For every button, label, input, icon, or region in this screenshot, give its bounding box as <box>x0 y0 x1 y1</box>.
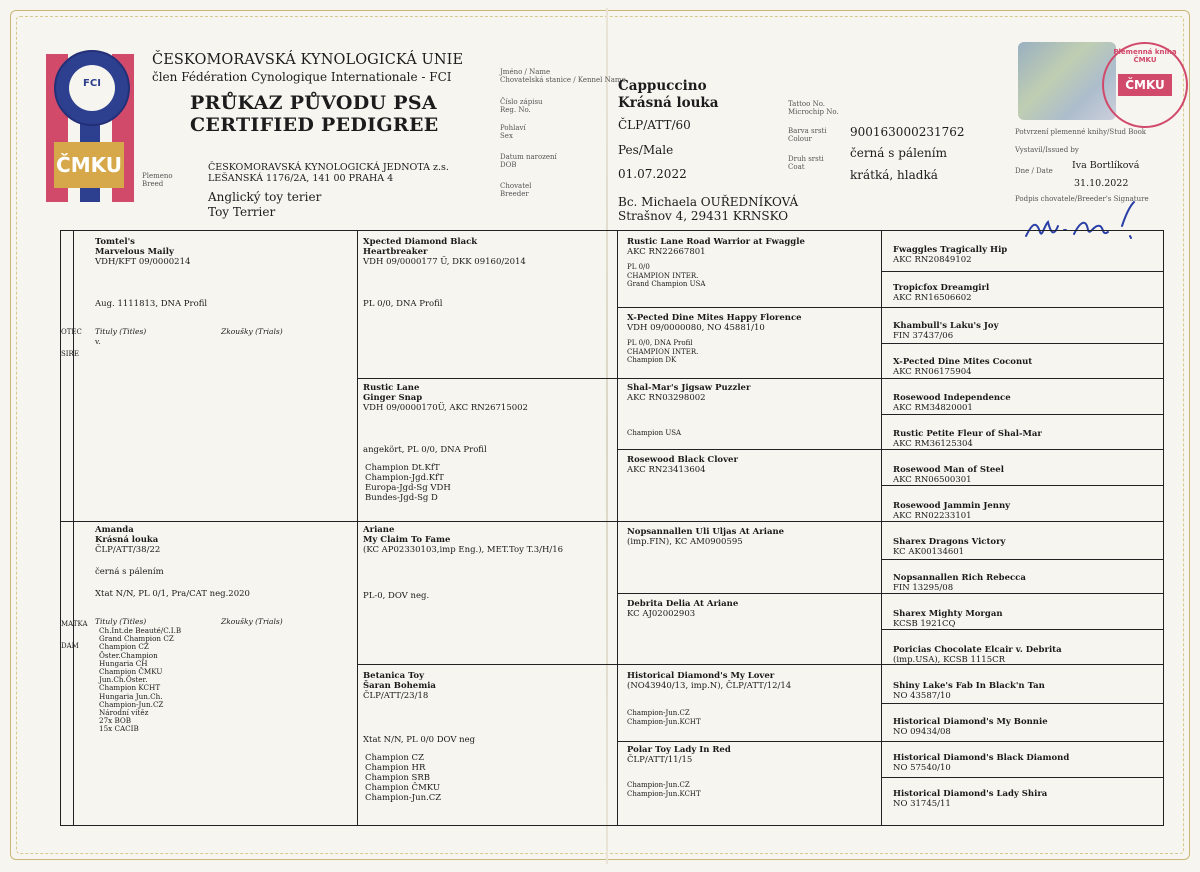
gggp-reg: NO 31745/11 <box>893 799 951 809</box>
dam-name2: Krásná louka <box>95 535 159 545</box>
ggp-cell <box>627 671 877 726</box>
divider <box>881 629 1163 630</box>
issue-date: 31.10.2022 <box>1074 178 1129 189</box>
sire-titles-label: Tituly (Titles) <box>95 327 147 336</box>
ggp-name: Polar Toy Lady In Red <box>627 745 731 755</box>
gggp-cell <box>893 429 1042 449</box>
ggp-cell <box>627 455 877 475</box>
tattoo-label: Tattoo No. Microchip No. <box>788 100 839 116</box>
gp-health: Xtat N/N, PL 0/0 DOV neg <box>363 735 476 745</box>
gp-cell <box>363 671 613 701</box>
gp-cell <box>363 525 613 555</box>
ggp-titles: Champion-Jun.CZ Champion-Jun.KCHT <box>627 781 701 798</box>
ggp-reg: VDH 09/0000080, NO 45881/10 <box>627 323 765 333</box>
sire-trials-label: Zkoušky (Trials) <box>221 327 283 336</box>
divider <box>617 231 618 825</box>
colour: černá s pálením <box>850 146 947 160</box>
coat: krátká, hladká <box>850 168 938 182</box>
gggp-cell <box>893 573 1026 593</box>
gggp-name: Rosewood Independence <box>893 393 1011 403</box>
breeder-label: Chovatel Breeder <box>500 182 532 198</box>
ggp-reg: AKC RN22667801 <box>627 247 706 257</box>
ggp-reg: (NO43940/13, imp.N), ČLP/ATT/12/14 <box>627 681 792 691</box>
gggp-reg: AKC RM34820001 <box>893 403 973 413</box>
dam-cell <box>95 525 345 555</box>
dob: 01.07.2022 <box>618 167 687 181</box>
ggp-cell <box>627 599 877 619</box>
divider <box>881 343 1163 344</box>
dam-side-label: MATKA DAM <box>61 620 88 650</box>
ggp-reg: KC AJ02002903 <box>627 609 696 619</box>
gggp-cell <box>893 717 1048 737</box>
gggp-cell <box>893 537 1006 557</box>
ggp-reg: AKC RN23413604 <box>627 465 706 475</box>
dog-name: Cappuccino <box>618 78 707 94</box>
gggp-name: Nopsannallen Rich Rebecca <box>893 573 1026 583</box>
divider <box>881 485 1163 486</box>
gggp-cell <box>893 501 1010 521</box>
gggp-reg: KC AK00134601 <box>893 547 965 557</box>
gggp-cell <box>893 393 1011 413</box>
org-name: ČESKOMORAVSKÁ KYNOLOGICKÁ UNIE <box>152 52 464 68</box>
divider <box>881 703 1163 704</box>
gggp-name: Historical Diamond's Lady Shira <box>893 789 1048 799</box>
gggp-cell <box>893 681 1045 701</box>
date-label: Dne / Date <box>1015 167 1053 175</box>
club-name: ČESKOMORAVSKÁ KYNOLOGICKÁ JEDNOTA z.s. <box>208 162 449 173</box>
gggp-reg: NO 09434/08 <box>893 727 951 737</box>
gggp-cell <box>893 645 1062 665</box>
gp-health: PL-0, DOV neg. <box>363 591 430 601</box>
fci-member: člen Fédération Cynologique Internationale - FCI <box>152 70 452 84</box>
colour-label: Barva srsti Colour <box>788 127 827 143</box>
title-cz: PRŮKAZ PŮVODU PSA <box>190 92 437 114</box>
gggp-reg: AKC RN06500301 <box>893 475 972 485</box>
ggp-name: X-Pected Dine Mites Happy Florence <box>627 313 802 323</box>
divider <box>617 307 1163 308</box>
gggp-name: Historical Diamond's My Bonnie <box>893 717 1048 727</box>
ggp-cell <box>627 383 877 438</box>
gggp-cell <box>893 609 1003 629</box>
gp-titles: Champion Dt.KfT Champion-Jgd.KfT Europa-Jgd-Sg VDH Bundes-Jgd-Sg D <box>365 463 451 503</box>
gp-cell <box>363 383 613 413</box>
gp-health: PL 0/0, DNA Profil <box>363 299 443 309</box>
divider <box>881 559 1163 560</box>
dam-name1: Amanda <box>95 525 134 535</box>
divider <box>617 741 1163 742</box>
gggp-cell <box>893 357 1032 377</box>
gggp-reg: AKC RN16506602 <box>893 293 972 303</box>
gggp-name: Khambull's Laku's Joy <box>893 321 999 331</box>
sex: Pes/Male <box>618 143 674 157</box>
sire-name2: Marvelous Maily <box>95 247 174 257</box>
divider <box>73 231 74 825</box>
divider <box>617 593 1163 594</box>
dam-health: Xtat N/N, PL 0/1, Pra/CAT neg.2020 <box>95 589 250 599</box>
gggp-name: Tropicfox Dreamgirl <box>893 283 990 293</box>
divider <box>357 231 358 825</box>
gggp-name: X-Pected Dine Mites Coconut <box>893 357 1033 367</box>
divider <box>881 777 1163 778</box>
gp-name2: My Claim To Fame <box>363 535 451 545</box>
name-label: Jméno / Name <box>500 68 551 76</box>
gggp-reg: KCSB 1921CQ <box>893 619 956 629</box>
gp-name2: Ginger Snap <box>363 393 423 403</box>
sire-name1: Tomtel's <box>95 237 135 247</box>
gggp-reg: (imp.USA), KCSB 1115CR <box>893 655 1006 665</box>
ggp-titles: PL 0/0 CHAMPION INTER. Grand Champion USA <box>627 263 706 288</box>
divider <box>881 231 882 825</box>
ggp-reg: (imp.FIN), KC AM0900595 <box>627 537 743 547</box>
ggp-name: Nopsannallen Uli Uljas At Ariane <box>627 527 785 537</box>
ggp-cell <box>627 745 877 798</box>
ggp-name: Historical Diamond's My Lover <box>627 671 775 681</box>
sire-cell <box>95 237 345 267</box>
gggp-name: Rustic Petite Fleur of Shal-Mar <box>893 429 1042 439</box>
gggp-cell <box>893 753 1069 773</box>
gggp-reg: AKC RN06175904 <box>893 367 972 377</box>
gggp-reg: FIN 37437/06 <box>893 331 954 341</box>
gp-name1: Betanica Toy <box>363 671 425 681</box>
kennel-label: Chovatelská stanice / Kennel Name <box>500 76 626 84</box>
ggp-cell <box>627 527 877 547</box>
studbook-confirm-label: Potvrzení plemenné knihy/Stud Book <box>1015 128 1147 136</box>
gggp-reg: NO 43587/10 <box>893 691 951 701</box>
coat-label: Druh srsti Coat <box>788 155 824 171</box>
microchip: 900163000231762 <box>850 125 965 139</box>
issued-by: Iva Bortlíková <box>1072 160 1140 171</box>
ggp-name: Rosewood Black Clover <box>627 455 738 465</box>
gp-name2: Šaran Bohemia <box>363 681 436 691</box>
breed-en: Toy Terrier <box>208 205 276 219</box>
dob-label: Datum narození DOB <box>500 153 557 169</box>
divider <box>61 521 1163 522</box>
dam-titles: Ch.Int.de Beauté/C.I.B Grand Champion CZ Champion CZ Öster.Champion Hungaria CH Champion ČMKU Jun.Ch.Öster. Champion KCHT Hungaria Jun.Ch. Champion-Jun.CZ Národní vítěz 27x BOB 15x CACIB <box>99 626 182 734</box>
gggp-name: Sharex Dragons Victory <box>893 537 1006 547</box>
ggp-reg: ČLP/ATT/11/15 <box>627 755 693 765</box>
gggp-reg: AKC RN20849102 <box>893 255 972 265</box>
dam-titles-label: Tituly (Titles) <box>95 617 147 626</box>
signature-label: Podpis chovatele/Breeder's Signature <box>1015 195 1149 203</box>
ggp-titles: Champion USA <box>627 429 682 437</box>
gggp-cell <box>893 465 1004 485</box>
dam-reg: ČLP/ATT/38/22 <box>95 545 161 555</box>
gp-name1: Ariane <box>363 525 395 535</box>
gp-reg: (KC AP02330103,imp Eng.), MET.Toy T.3/H/16 <box>363 545 564 555</box>
dog-kennel: Krásná louka <box>618 95 719 111</box>
gggp-name: Poricias Chocolate Elcair v. Debrita <box>893 645 1062 655</box>
gggp-reg: AKC RN02233101 <box>893 511 972 521</box>
gggp-name: Shiny Lake's Fab In Black'n Tan <box>893 681 1045 691</box>
gggp-cell <box>893 321 999 341</box>
dam-colour: černá s pálením <box>95 567 164 577</box>
gp-name1: Rustic Lane <box>363 383 420 393</box>
gp-name1: Xpected Diamond Black <box>363 237 478 247</box>
gggp-cell <box>893 789 1047 809</box>
sex-label: Pohlaví Sex <box>500 124 526 140</box>
club-address: LEŠANSKÁ 1176/2A, 141 00 PRAHA 4 <box>208 173 394 184</box>
breed-label: Plemeno Breed <box>142 172 173 188</box>
gggp-name: Sharex Mighty Morgan <box>893 609 1003 619</box>
ggp-name: Shal-Mar's Jigsaw Puzzler <box>627 383 751 393</box>
reg-no: ČLP/ATT/60 <box>618 118 691 132</box>
gggp-reg: AKC RM36125304 <box>893 439 973 449</box>
gp-titles: Champion CZ Champion HR Champion SRB Champion ČMKU Champion-Jun.CZ <box>365 753 442 803</box>
breeder-name: Bc. Michaela OUŘEDNÍKOVÁ <box>618 195 799 209</box>
gp-reg: VDH 09/0000177 Ü, DKK 09160/2014 <box>363 257 526 267</box>
divider <box>881 414 1163 415</box>
breeder-address: Strašnov 4, 29431 KRNSKO <box>618 209 789 223</box>
pedigree-table <box>60 230 1164 826</box>
ggp-reg: AKC RN03298002 <box>627 393 706 403</box>
studbook-stamp: Plemenná kniha ČMKU ČMKU <box>1102 42 1188 128</box>
gggp-reg: FIN 13295/08 <box>893 583 954 593</box>
gggp-reg: NO 57540/10 <box>893 763 951 773</box>
ggp-name: Rustic Lane Road Warrior at Fwaggle <box>627 237 805 247</box>
gp-reg: VDH 09/0000170Ü, AKC RN26715002 <box>363 403 528 413</box>
fci-logo: FCI <box>54 50 130 126</box>
divider <box>881 271 1163 272</box>
divider <box>617 449 1163 450</box>
issued-by-label: Vystavil/Issued by <box>1015 146 1079 154</box>
dam-trials-label: Zkoušky (Trials) <box>221 617 283 626</box>
ggp-titles: Champion-Jun.CZ Champion-Jun.KCHT <box>627 709 701 726</box>
reg-label: Číslo zápisu Reg. No. <box>500 98 543 114</box>
gp-name2: Heartbreaker <box>363 247 428 257</box>
gggp-name: Rosewood Man of Steel <box>893 465 1004 475</box>
gggp-name: Rosewood Jammin Jenny <box>893 501 1011 511</box>
cmku-logo: ČMKU <box>54 142 124 188</box>
breed-cz: Anglický toy terier <box>208 190 322 204</box>
gggp-name: Fwaggles Tragically Hip <box>893 245 1008 255</box>
gp-reg: ČLP/ATT/23/18 <box>363 691 429 701</box>
ggp-titles: PL 0/0, DNA Profil CHAMPION INTER. Champion DK <box>627 339 699 364</box>
gggp-cell <box>893 245 1007 265</box>
divider <box>357 378 1163 379</box>
gggp-cell <box>893 283 989 303</box>
sire-side-label: OTEC SIRE <box>61 328 82 358</box>
ggp-cell <box>627 313 877 365</box>
sire-health: Aug. 1111813, DNA Profil <box>95 299 208 309</box>
ggp-name: Debrita Delia At Ariane <box>627 599 739 609</box>
title-en: CERTIFIED PEDIGREE <box>190 114 439 136</box>
gp-cell <box>363 237 613 267</box>
gggp-name: Historical Diamond's Black Diamond <box>893 753 1070 763</box>
sire-reg: VDH/KFT 09/0000214 <box>95 257 191 267</box>
gp-health: angekört, PL 0/0, DNA Profil <box>363 445 487 455</box>
ggp-cell <box>627 237 877 289</box>
sire-titles: v. <box>95 337 101 346</box>
